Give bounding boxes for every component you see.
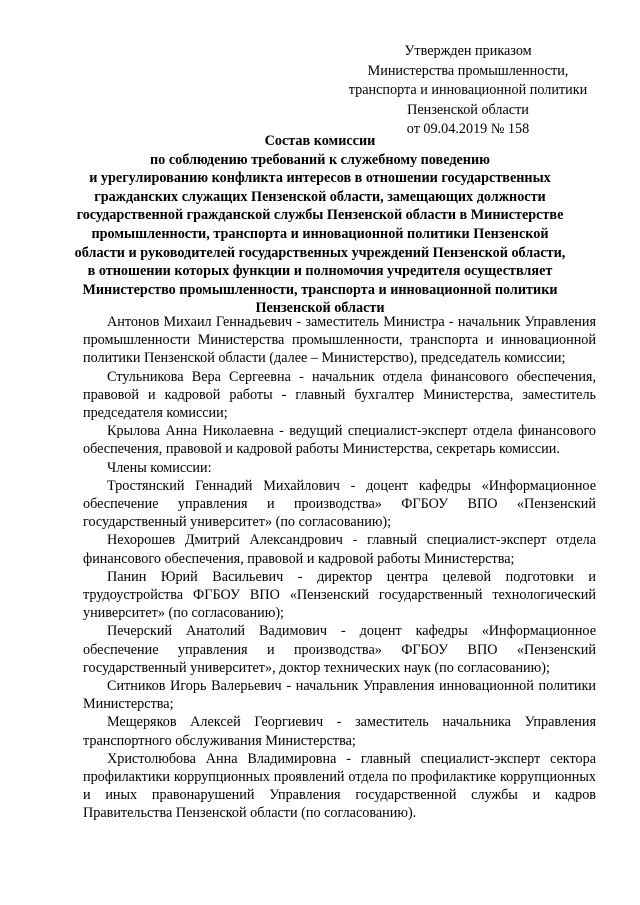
approval-line: Утвержден приказом	[404, 43, 532, 59]
members-heading: Члены комиссии:	[107, 459, 212, 476]
member-entry: Печерский Анатолий Вадимович - доцент кафедры «Информационное обеспечение управления и производства» ФГБОУ ВПО «Пензенский государственный университет», доктор технических наук (по согласованию);	[83, 623, 596, 676]
title-line: Министерство промышленности, транспорта и инновационной политики	[82, 281, 558, 298]
title-line: в отношении которых функции и полномочия учредителя осуществляет	[87, 263, 553, 280]
approval-line: транспорта и инновационной политики	[348, 82, 588, 99]
title-line: Состав комиссии	[264, 133, 376, 149]
member-entry: Ситников Игорь Валерьевич - начальник Управления инновационной политики Министерства;	[83, 678, 596, 713]
member-entry: Христолюбова Анна Владимировна - главный специалист-эксперт сектора профилактики коррупционных проявлений отдела по профилактике коррупционных и иных правонарушений Управления государственной службы и кадров Правительства Пензенской области (по согласованию).	[83, 750, 596, 822]
title-line: и урегулированию конфликта интересов в отношении государственных	[89, 170, 551, 187]
title-line: промышленности, транспорта и инновационной политики Пензенской	[91, 225, 549, 242]
title-line: по соблюдению требований к служебному поведению	[150, 151, 490, 168]
member-entry: Тростянский Геннадий Михайлович - доцент кафедры «Информационное обеспечение управления и производства» ФГБОУ ВПО «Пензенский государственный университет» (по согласованию);	[83, 477, 596, 531]
approval-stamp	[318, 42, 618, 140]
approval-line: Министерства промышленности,	[367, 62, 569, 79]
document-title	[60, 132, 580, 318]
approval-line: от 09.04.2019 № 158	[406, 121, 530, 138]
commission-deputy-chair-entry: Стульникова Вера Сергеевна - начальник отдела финансового обеспечения, правовой и кадровой работы - главный бухгалтер Министерства, заместитель председателя комиссии;	[83, 368, 596, 422]
member-entry: Мещеряков Алексей Георгиевич - заместитель начальника Управления транспортного обслуживания Министерства;	[83, 714, 596, 749]
member-entry: Панин Юрий Васильевич - директор центра целевой подготовки и трудоустройства ФГБОУ ВПО «Пензенский государственный технологический университет» (по согласованию);	[83, 568, 596, 622]
commission-chair-entry: Антонов Михаил Геннадьевич - заместитель Министра - начальник Управления промышленности Министерства промышленности, транспорта и инновационной политики Пензенской области (далее – Министерство), председатель комиссии;	[83, 314, 596, 367]
member-entry: Нехорошев Дмитрий Александрович - главный специалист-эксперт отдела финансового обеспечения, правовой и кадровой работы Министерства;	[83, 532, 596, 567]
approval-line: Пензенской области	[407, 101, 529, 118]
title-line: Пензенской области	[255, 300, 385, 317]
title-line: гражданских служащих Пензенской области, замещающих должности	[94, 188, 546, 205]
title-line: государственной гражданской службы Пензенской области в Министерстве	[76, 207, 564, 224]
commission-secretary-entry: Крылова Анна Николаевна - ведущий специалист-эксперт отдела финансового обеспечения, правовой и кадровой работы Министерства, секретарь комиссии.	[83, 423, 596, 458]
title-line: области и руководителей государственных учреждений Пензенской области,	[74, 244, 566, 261]
commission-list	[83, 313, 596, 823]
